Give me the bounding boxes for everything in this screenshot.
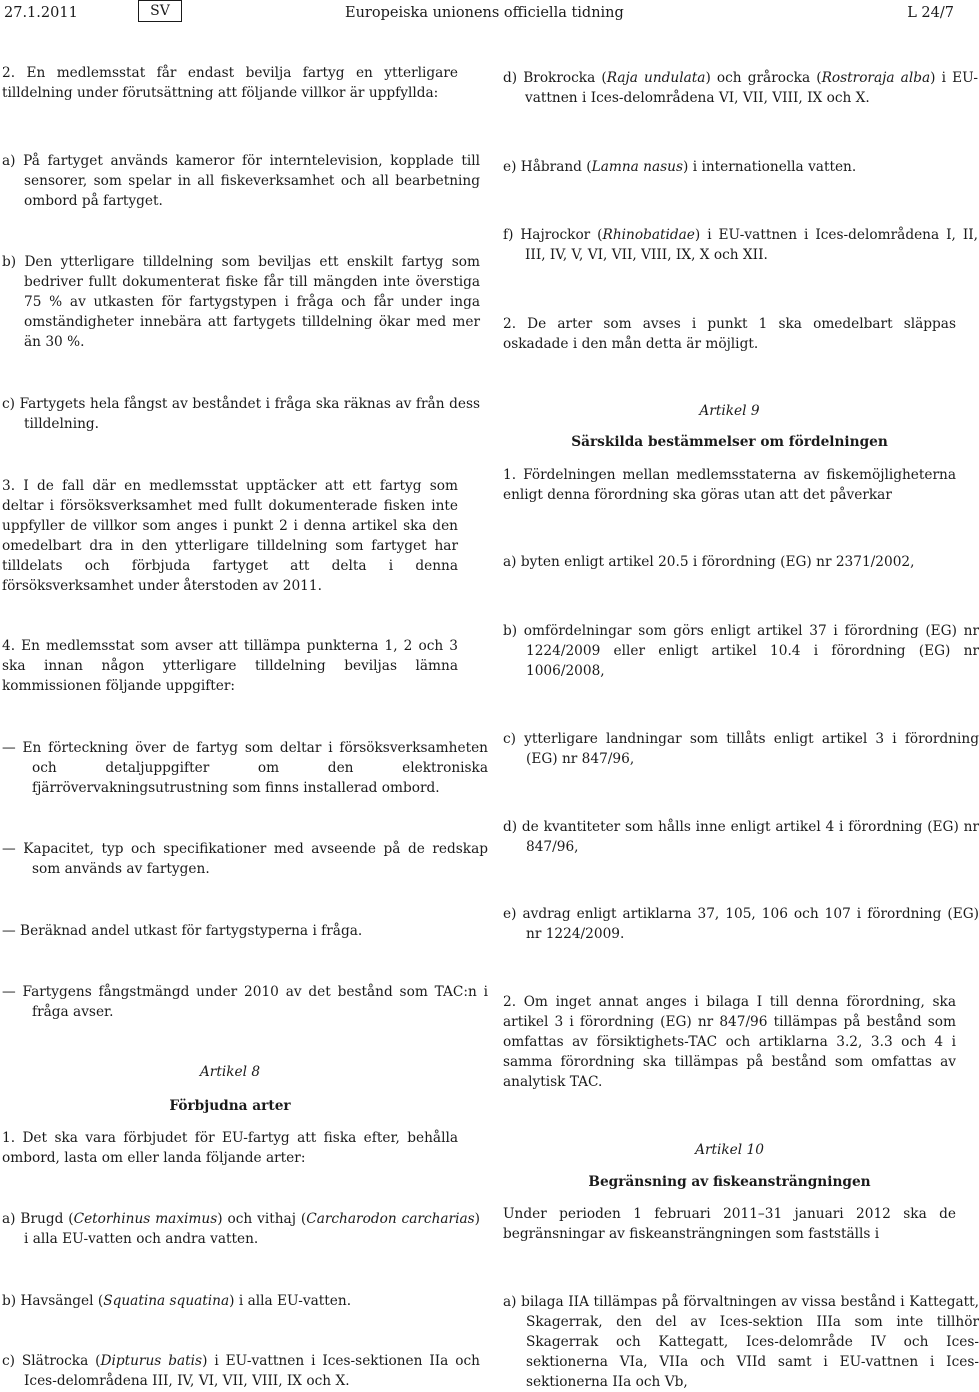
condition-b: b) Den ytterligare tilldelning som beviljas ett enskilt fartyg som bedriver fullt dokumenterat fiske får till mängden inte överstiga 75 % av utkasten för fartygstypen i fråga och får under inga omständigheter innebära att fartygets tilldelning ökar med mer än 30 %. xyxy=(2,254,480,350)
article-10-item-a: a) bilaga IIA tillämpas på förvaltningen av vissa bestånd i Kattegatt, Skagerrak, den del av Ices-sektion IIIa som inte tillhör Skagerrak och Kattegatt, Ices-delområde IV och Ices-sektionerna VIa, VIIa och VIId samt i EU-vattnen i Ices-sektionerna IIa och Vb, xyxy=(503,1294,979,1390)
text-segment: ) i EU-vattnen i Ices-delområdena VI, VII, VIII, IX och X. xyxy=(525,70,978,106)
text-segment: c) Slätrocka ( xyxy=(2,1353,101,1369)
page-header xyxy=(0,0,960,28)
paragraph-2: 2. En medlemsstat får endast bevilja fartyg en ytterligare tilldelning under förutsättning att följande villkor är uppfyllda: xyxy=(2,65,458,101)
article-8-paragraph-1: 1. Det ska vara förbjudet för EU-fartyg att fiska efter, behålla ombord, lasta om eller landa följande arter: xyxy=(2,1130,458,1166)
article-8-title: Förbjudna arter xyxy=(169,1098,291,1114)
article-9-item-d: d) de kvantiteter som hålls inne enligt artikel 4 i förordning (EG) nr 847/96, xyxy=(503,819,979,855)
species-name: Carcharodon carcharias xyxy=(306,1211,475,1227)
article-9-item-e: e) avdrag enligt artiklarna 37, 105, 106 och 107 i förordning (EG) nr 1224/2009. xyxy=(503,906,979,942)
article-9-title: Särskilda bestämmelser om fördelningen xyxy=(571,434,888,450)
text-segment: ) i alla EU-vatten och andra vatten. xyxy=(24,1211,480,1247)
species-name: Rostroraja alba xyxy=(821,70,931,86)
species-name: Lamna nasus xyxy=(591,159,684,175)
condition-a: a) På fartyget används kameror för interntelevision, kopplade till sensorer, som spelar in all fiskeverksamhet och all bearbetning ombord på fartyget. xyxy=(2,153,480,209)
article-9-paragraph-1: 1. Fördelningen mellan medlemsstaterna av fiskemöjligheterna enligt denna förordning ska göras utan att det påverkar xyxy=(503,467,956,503)
text-segment: b) Havsängel ( xyxy=(2,1293,104,1309)
text-segment: ) i EU-vattnen i Ices-delområdena I, II, III, IV, V, VI, VII, VIII, IX, X och XII. xyxy=(525,227,978,263)
article-8-item-b xyxy=(2,1291,480,1311)
species-name: Rhinobatidae xyxy=(602,227,695,243)
species-name: Raja undulata xyxy=(606,70,706,86)
species-item-e xyxy=(503,157,978,177)
text-segment: ) och grårocka ( xyxy=(705,70,822,86)
article-10-title: Begränsning av fiskeansträngningen xyxy=(588,1174,871,1190)
text-segment: a) Brugd ( xyxy=(2,1211,74,1227)
text-segment: d) Brokrocka ( xyxy=(503,70,607,86)
journal-title: Europeiska unionens officiella tidning xyxy=(345,5,624,21)
article-9-item-a: a) byten enligt artikel 20.5 i förordning (EG) nr 2371/2002, xyxy=(503,554,915,570)
article-9-item-c: c) ytterligare landningar som tillåts enligt artikel 3 i förordning (EG) nr 847/96, xyxy=(503,731,979,767)
article-8-item-a xyxy=(2,1209,480,1249)
text-segment: ) i alla EU-vatten. xyxy=(229,1293,352,1309)
species-name: Squatina squatina xyxy=(103,1293,230,1309)
text-segment: ) och vithaj ( xyxy=(217,1211,307,1227)
text-segment: ) i internationella vatten. xyxy=(683,159,857,175)
condition-c: c) Fartygets hela fångst av beståndet i fråga ska räknas av från dess tilldelning. xyxy=(2,396,480,432)
article-10-number: Artikel 10 xyxy=(695,1142,764,1158)
article-8-item-c xyxy=(2,1351,480,1391)
page-reference: L 24/7 xyxy=(907,5,954,21)
dash-item-1: — En förteckning över de fartyg som deltar i försöksverksamheten och detaljuppgifter om den elektroniska fjärrövervakningsutrustning som finns installerad ombord. xyxy=(2,740,488,796)
species-name: Dipturus batis xyxy=(100,1353,203,1369)
language-code-box: SV xyxy=(138,0,182,22)
dash-item-4: — Fartygens fångstmängd under 2010 av det bestånd som TAC:n i fråga avser. xyxy=(2,984,488,1020)
dash-item-2: — Kapacitet, typ och specifikationer med avseende på de redskap som används av fartygen. xyxy=(2,841,488,877)
article-9-item-b: b) omfördelningar som görs enligt artikel 37 i förordning (EG) nr 1224/2009 eller enligt artikel 10.4 i förordning (EG) nr 1006/2008, xyxy=(503,623,979,679)
species-item-d xyxy=(503,68,978,108)
dash-item-3: — Beräknad andel utkast för fartygstyperna i fråga. xyxy=(2,923,363,939)
article-10-intro: Under perioden 1 februari 2011–31 januari 2012 ska de begränsningar av fiskeansträngningen som fastställs i xyxy=(503,1206,956,1242)
species-name: Cetorhinus maximus xyxy=(73,1211,218,1227)
text-segment: e) Håbrand ( xyxy=(503,159,592,175)
article-8-paragraph-2: 2. De arter som avses i punkt 1 ska omedelbart släppas oskadade i den mån detta är möjligt. xyxy=(503,316,956,352)
article-8-number: Artikel 8 xyxy=(199,1064,261,1080)
text-segment: ) i EU-vattnen i Ices-sektionen IIa och Ices-delområdena III, IV, VI, VII, VIII, IX och X. xyxy=(24,1353,480,1389)
text-segment: f) Hajrockor ( xyxy=(503,227,603,243)
paragraph-4: 4. En medlemsstat som avser att tillämpa punkterna 1, 2 och 3 ska innan någon ytterligare tilldelning beviljas lämna kommissionen följande uppgifter: xyxy=(2,638,458,694)
article-9-paragraph-2: 2. Om inget annat anges i bilaga I till denna förordning, ska artikel 3 i förordning (EG) nr 847/96 tillämpas på bestånd som omfattas av försiktighets-TAC och artiklarna 3.2, 3.3 och 4 i samma förordning ska tillämpas på bestånd som omfattas av analytisk TAC. xyxy=(503,994,956,1090)
paragraph-3: 3. I de fall där en medlemsstat upptäcker att ett fartyg som deltar i försöksverksamhet med fullt dokumenterade fisken inte uppfyller de villkor som anges i punkt 2 i denna artikel ska den omedelbart dra in den ytterligare tilldelning som fartyget har tilldelats och förbjuda fartyget att delta i denna försöksverksamhet under återstoden av 2011. xyxy=(2,478,458,594)
species-item-f xyxy=(503,225,978,265)
publication-date: 27.1.2011 xyxy=(4,5,78,21)
article-9-number: Artikel 9 xyxy=(699,403,760,419)
